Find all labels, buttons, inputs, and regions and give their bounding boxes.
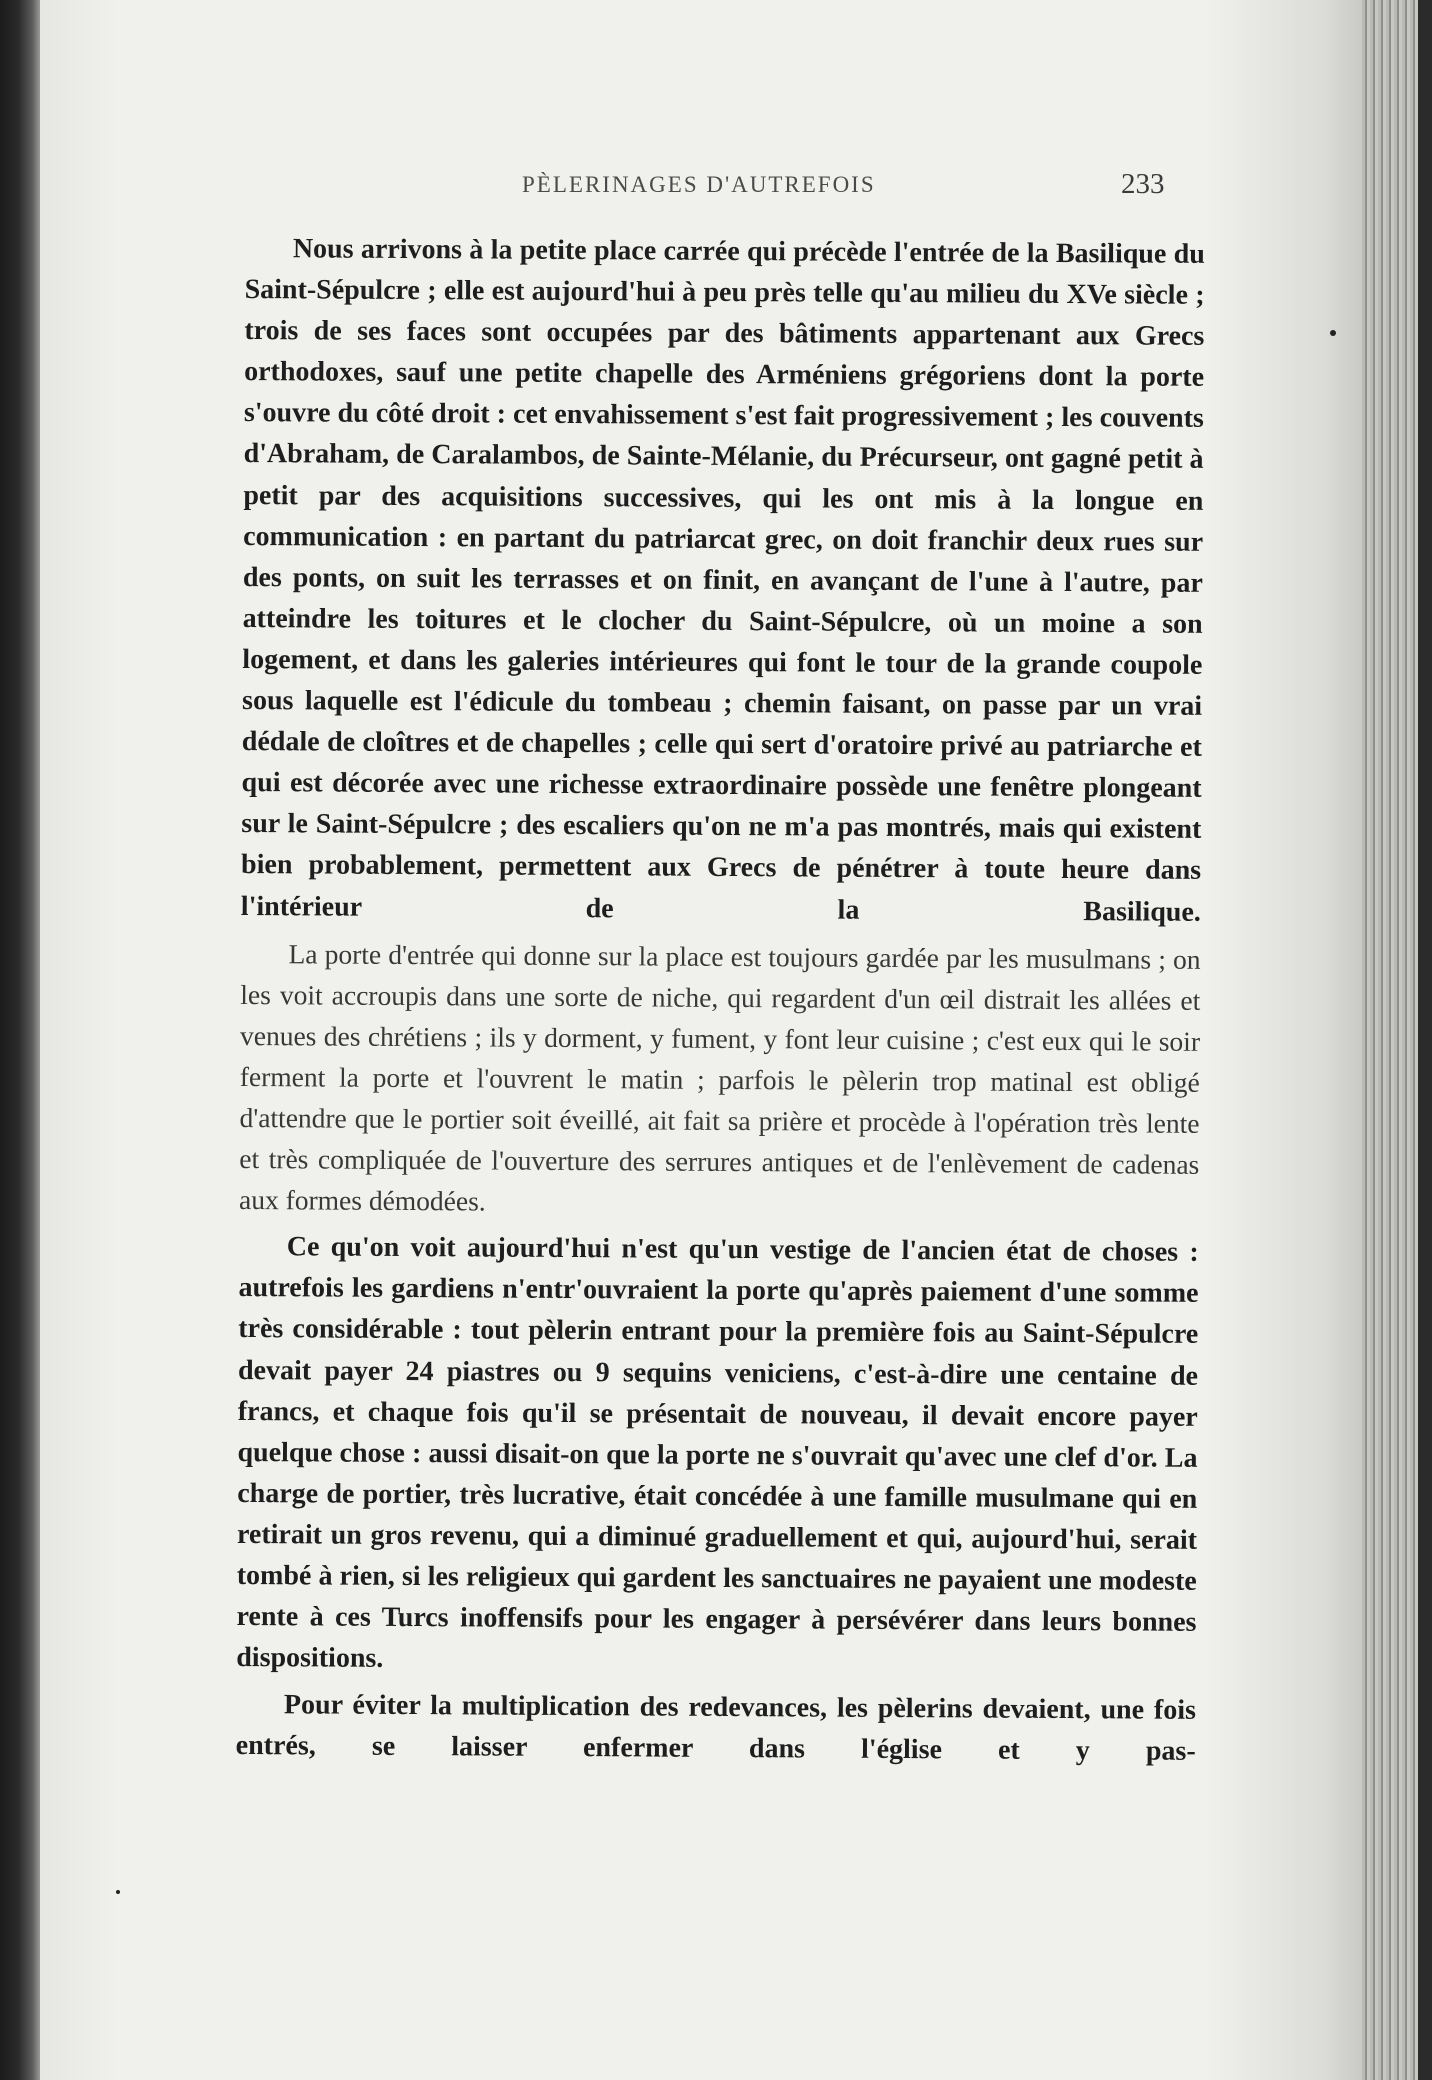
book-page (40, 0, 1362, 2080)
paragraph-2: La porte d'entrée qui donne sur la place est toujours gardée par les musulmans ; on les voit accroupis dans une sorte de niche, qui regardent d'un œil distrait les allées et venues des chrétiens ; ils y dorment, y fument, y font leur cuisine ; c'est eux qui le soir ferment la porte et l'ouvrent le matin ; parfois le pèlerin trop matinal est obligé d'attendre que le portier soit éveillé, ait fait sa prière et procède à l'opération très lente et très compliquée de l'ouverture des serrures antiques et de l'enlèvement de cadenas aux formes démodées. (238, 937, 1201, 1217)
running-title: PÈLERINAGES D'AUTREFOIS (522, 172, 876, 197)
page-number: 233 (1121, 168, 1165, 200)
paragraph-3: Ce qu'on voit aujourd'hui n'est qu'un vestige de l'ancien état de choses : autrefois les gardiens n'entr'ouvraient la porte qu'après paiement d'une somme très considérable : tout pèlerin entrant pour la première fois au Saint-Sépulcre devait payer 24 piastres ou 9 sequins veniciens, c'est-à-dire une centaine de francs, et chaque fois qu'il se présentait de nouveau, il devait encore payer quelque chose : aussi disait-on que la porte ne s'ouvrait qu'avec une clef d'or. La charge de portier, très lucrative, était concédée à une famille musulmane qui en retirait un gros revenu, qui a diminué graduellement et qui, aujourd'hui, serait tombé à rien, si les religieux qui gardent les sanctuaires ne payaient une modeste rente à ces Turcs inoffensifs pour les engager à persévérer dans leurs bonnes dispositions. (236, 1231, 1199, 1675)
page-stack-edge (1362, 0, 1432, 2080)
print-speck (1330, 330, 1336, 336)
body-text (236, 228, 1205, 1778)
paragraph-4: Pour éviter la multiplication des redevances, les pèlerins devaient, une fois entrés, se laisser enfermer dans l'église et y pas- (235, 1689, 1197, 1768)
print-speck (116, 1890, 120, 1894)
running-header (40, 168, 1362, 204)
book-binding-edge (0, 0, 40, 2080)
paragraph-1: Nous arrivons à la petite place carrée qui précède l'entrée de la Basilique du Saint-Sépulcre ; elle est aujourd'hui à peu près telle qu'au milieu du XVe siècle ; trois de ses faces sont occupées par des bâtiments appartenant aux Grecs orthodoxes, sauf une petite chapelle des Arméniens grégoriens dont la porte s'ouvre du côté droit : cet envahissement s'est fait progressivement ; les couvents d'Abraham, de Caralambos, de Sainte-Mélanie, du Précurseur, ont gagné petit à petit par des acquisitions successives, qui les ont mis à la longue en communication : en partant du patriarcat grec, on doit franchir deux rues sur des ponts, on suit les terrasses et on finit, en avançant de l'une à l'autre, par atteindre les toitures et le clocher du Saint-Sépulcre, où un moine a son logement, et dans les galeries intérieures qui font le tour de la grande coupole sous laquelle est l'édicule du tombeau ; chemin faisant, on passe par un vrai dédale de cloîtres et de chapelles ; celle qui sert d'oratoire privé au patriarche et qui est décorée avec une richesse extraordinaire possède une fenêtre plongeant sur le Saint-Sépulcre ; des escaliers qu'on ne m'a pas montrés, mais qui existent bien probablement, permettent aux Grecs de pénétrer à toute heure dans l'intérieur de la Basilique. (240, 233, 1205, 928)
